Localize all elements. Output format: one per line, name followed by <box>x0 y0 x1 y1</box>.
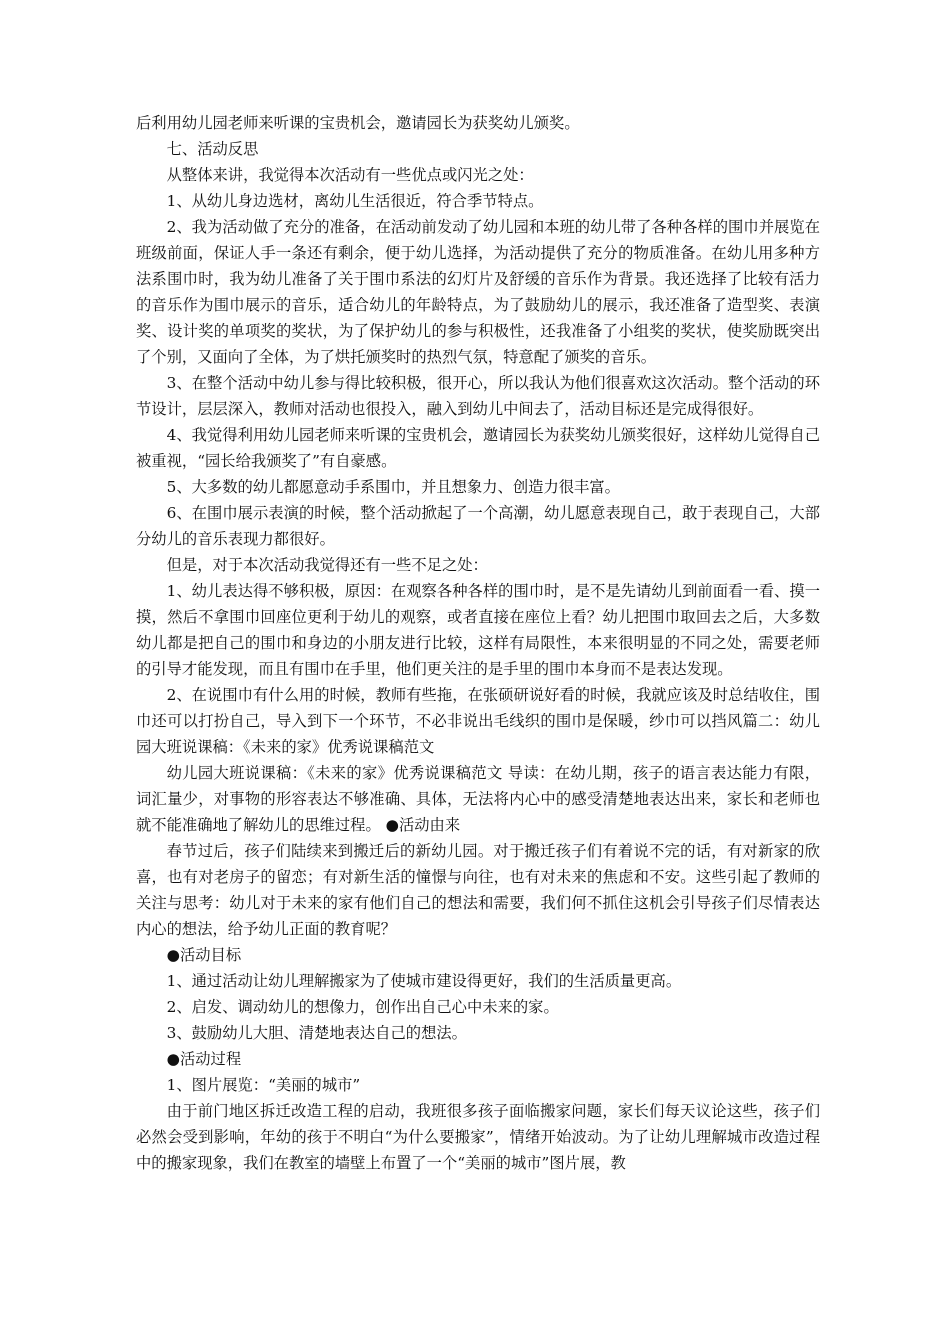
list-item: 3、鼓励幼儿大胆、清楚地表达自己的想法。 <box>166 1024 467 1042</box>
list-item: 1、通过活动让幼儿理解搬家为了使城市建设得更好，我们的生活质量更高。 <box>166 972 682 990</box>
list-item: 2、我为活动做了充分的准备，在活动前发动了幼儿园和本班的幼儿带了各种各样的围巾并展览在班级前面，保证人手一条还有剩余，便于幼儿选择，为活动提供了充分的物质准备。在幼儿用多种方法系围巾时，我为幼儿准备了关于围巾系法的幻灯片及舒缓的音乐作为背景。我还选择了比较有活力的音乐作为围巾展示的音乐，适合幼儿的年龄特点，为了鼓励幼儿的展示，我还准备了造型奖、表演奖、设计奖的单项奖的奖状，为了保护幼儿的参与积极性，还我准备了小组奖的奖状，使奖励既突出了个别，又面向了全体，为了烘托颁奖时的热烈气氛，特意配了颁奖的音乐。 <box>136 218 820 366</box>
list-item: 4、我觉得利用幼儿园老师来听课的宝贵机会，邀请园长为获奖幼儿颁奖很好，这样幼儿觉得自己被重视，“园长给我颁奖了”有自豪感。 <box>136 426 820 470</box>
section-heading-goals: ●活动目标 <box>166 946 242 964</box>
list-item: 2、在说围巾有什么用的时候，教师有些拖，在张硕研说好看的时候，我就应该及时总结收住，围巾还可以打扮自己，导入到下一个环节，不必非说出毛线织的围巾是保暖，纱巾可以挡风篇二：幼儿园大班说课稿：《未来的家》优秀说课稿范文 <box>136 686 820 756</box>
list-item: 1、幼儿表达得不够积极，原因：在观察各种各样的围巾时，是不是先请幼儿到前面看一看、摸一摸，然后不拿围巾回座位更利于幼儿的观察，或者直接在座位上看？幼儿把围巾取回去之后，大多数幼儿都是把自己的围巾和身边的小朋友进行比较，这样有局限性，本来很明显的不同之处，需要老师的引导才能发现，而且有围巾在手里，他们更关注的是手里的围巾本身而不是表达发现。 <box>136 582 820 678</box>
list-item: 6、在围巾展示表演的时候，整个活动掀起了一个高潮，幼儿愿意表现自己，敢于表现自己，大部分幼儿的音乐表现力都很好。 <box>136 504 820 548</box>
section-heading-process: ●活动过程 <box>166 1050 242 1068</box>
paragraph: 春节过后，孩子们陆续来到搬迁后的新幼儿园。对于搬迁孩子们有着说不完的话，有对新家的欣喜，也有对老房子的留恋；有对新生活的憧憬与向往，也有对未来的焦虑和不安。这些引起了教师的关注与思考：幼儿对于未来的家有他们自己的想法和需要，我们何不抓住这机会引导孩子们尽情表达内心的想法，给予幼儿正面的教育呢？ <box>136 842 820 938</box>
list-item: 2、启发、调动幼儿的想像力，创作出自己心中未来的家。 <box>166 998 559 1016</box>
section-heading-reflection: 七、活动反思 <box>166 140 259 158</box>
document-body <box>136 110 820 1176</box>
list-item: 1、图片展览：“美丽的城市” <box>166 1076 361 1094</box>
paragraph: 从整体来讲，我觉得本次活动有一些优点或闪光之处： <box>166 166 534 184</box>
list-item: 1、从幼儿身边选材，离幼儿生活很近，符合季节特点。 <box>166 192 544 210</box>
paragraph: 幼儿园大班说课稿：《未来的家》优秀说课稿范文 导读：在幼儿期，孩子的语言表达能力有限，词汇量少，对事物的形容表达不够准确、具体，无法将内心中的感受清楚地表达出来，家长和老师也就不能准确地了解幼儿的思维过程。 ●活动由来 <box>136 764 820 834</box>
list-item: 3、在整个活动中幼儿参与得比较积极，很开心，所以我认为他们很喜欢这次活动。整个活动的环节设计，层层深入，教师对活动也很投入，融入到幼儿中间去了，活动目标还是完成得很好。 <box>136 374 820 418</box>
list-item: 5、大多数的幼儿都愿意动手系围巾，并且想象力、创造力很丰富。 <box>166 478 620 496</box>
paragraph: 后利用幼儿园老师来听课的宝贵机会，邀请园长为获奖幼儿颁奖。 <box>136 114 580 132</box>
paragraph: 但是，对于本次活动我觉得还有一些不足之处： <box>166 556 488 574</box>
paragraph: 由于前门地区拆迁改造工程的启动，我班很多孩子面临搬家问题，家长们每天议论这些，孩子们必然会受到影响，年幼的孩于不明白“为什么要搬家”，情绪开始波动。为了让幼儿理解城市改造过程中的搬家现象，我们在教室的墙壁上布置了一个“美丽的城市”图片展，教 <box>136 1102 820 1172</box>
